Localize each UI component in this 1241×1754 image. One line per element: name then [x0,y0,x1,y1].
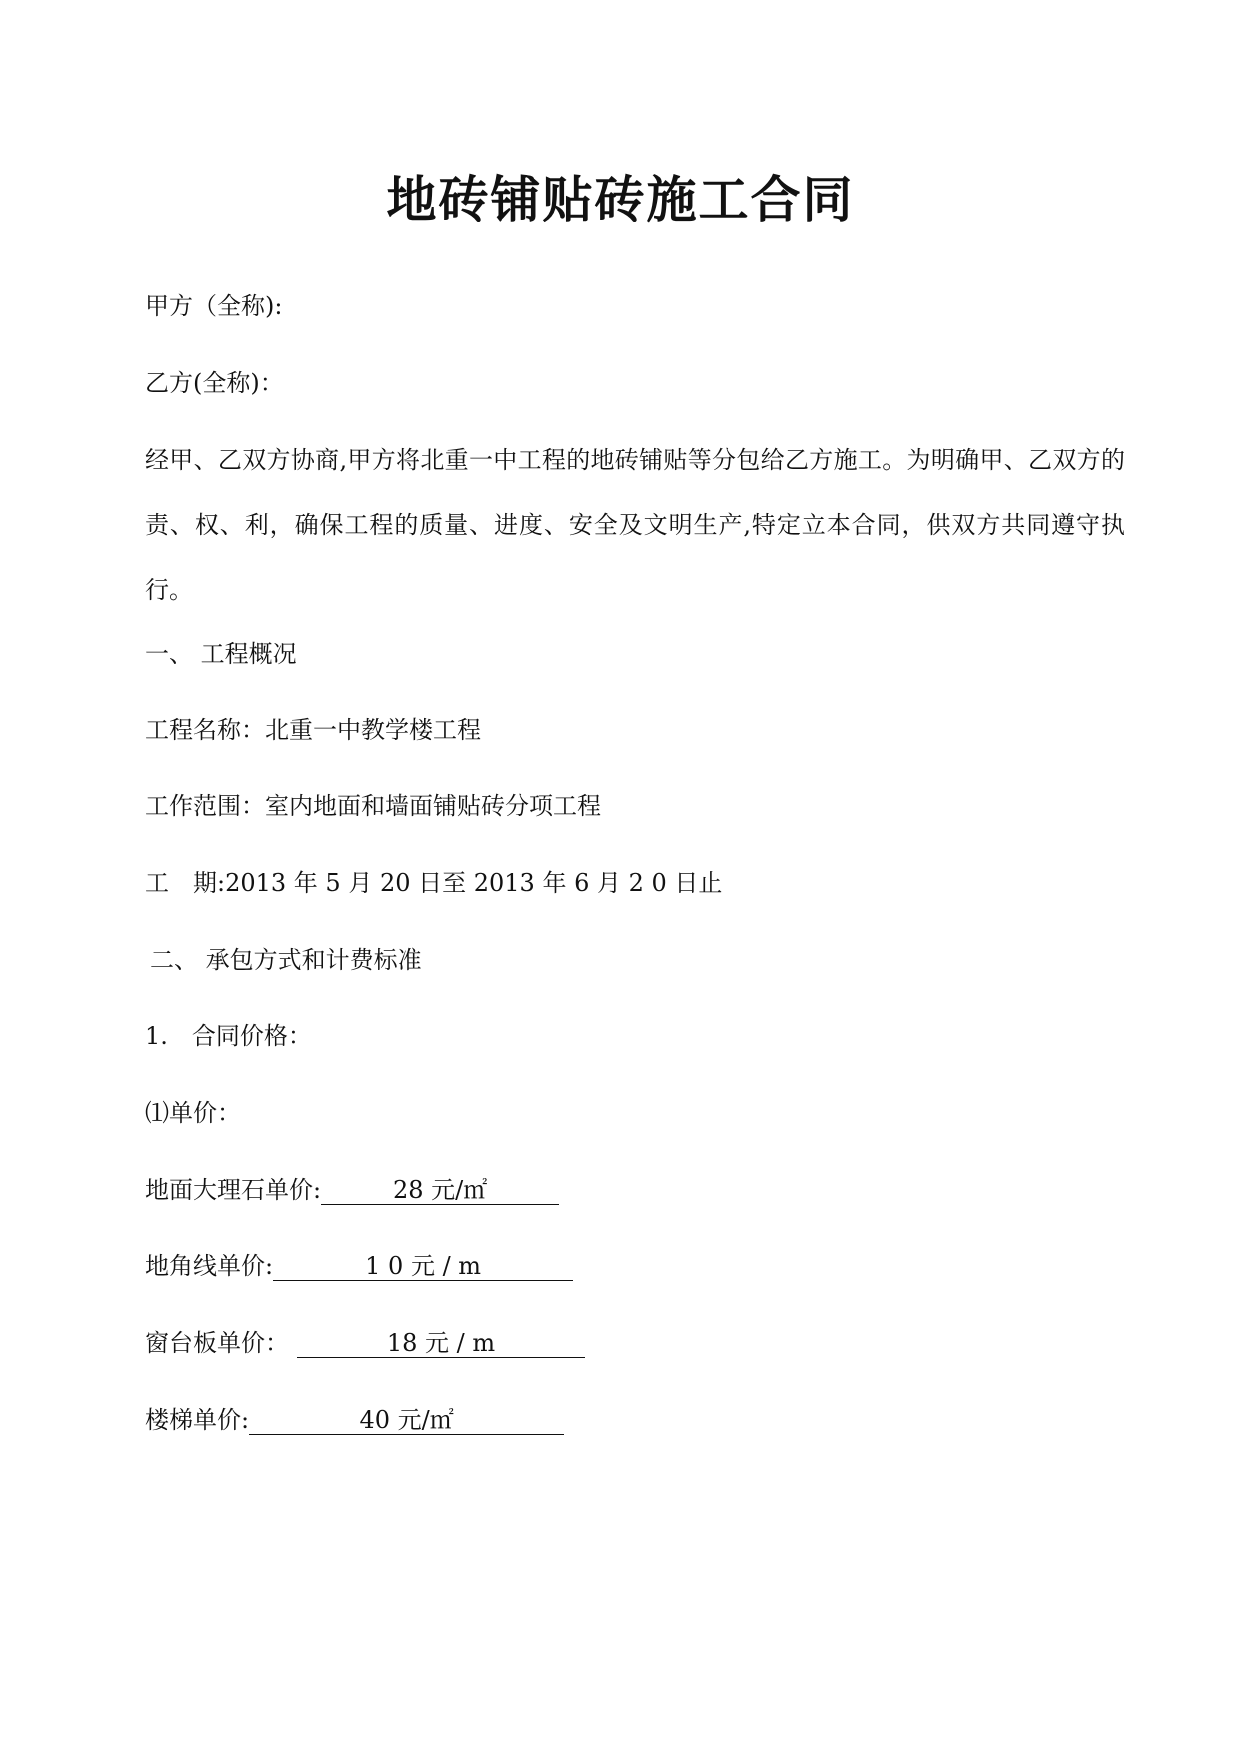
party-b-line: 乙方(全称)： [145,369,284,397]
intro-paragraph: 经甲、乙双方协商,甲方将北重一中工程的地砖铺贴等分包给乙方施工。为明确甲、乙双方的责、权、利，确保工程的质量、进度、安全及文明生产,特定立本合同，供双方共同遵守执行。 [145,446,1125,604]
price-row-skirting [145,1250,573,1282]
work-scope-line: 工作范围：室内地面和墙面铺贴砖分项工程 [145,792,601,820]
unit-price-subitem: ⑴单价： [145,1099,241,1127]
price-value-field: 40 元/㎡ [249,1406,564,1435]
price-value-field: 18 元 / m [297,1329,585,1358]
price-label: 地角线单价: [145,1252,274,1280]
duration-line: 工 期:2013 年 5 月 20 日至 2013 年 6 月 2 0 日止 [145,869,723,897]
price-label: 楼梯单价: [145,1406,250,1434]
price-row-marble-floor [145,1174,559,1206]
contract-price-item: 1. 合同价格： [145,1022,312,1050]
party-a-line: 甲方（全称): [145,292,283,320]
price-row-stairs [145,1404,564,1436]
price-label: 地面大理石单价: [145,1176,322,1204]
price-row-window-sill [145,1327,585,1359]
price-label: 窗台板单价： [145,1329,289,1357]
project-name-line: 工程名称：北重一中教学楼工程 [145,716,481,744]
section-heading-overview: 一、 工程概况 [145,640,297,668]
section-heading-pricing: 二、 承包方式和计费标准 [150,946,422,974]
document-title: 地砖铺贴砖施工合同 [386,171,855,229]
price-value-field: 1 0 元 / m [273,1252,573,1281]
price-value-field: 28 元/㎡ [321,1176,559,1205]
